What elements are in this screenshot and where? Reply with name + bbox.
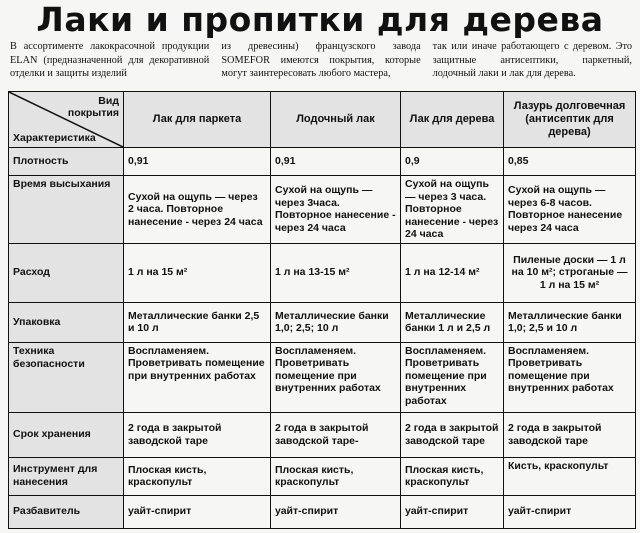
table-cell: уайт-спирит	[504, 495, 636, 528]
table-cell: 2 года в закрытой заводской таре	[504, 412, 636, 457]
intro-column-3: так или иначе работающего с деревом. Это защитные антисептики, паркетный, лодочный лаки и лак для дерева.	[432, 41, 632, 79]
table-row	[9, 495, 636, 528]
corner-column-caption	[68, 95, 119, 119]
table-row	[9, 176, 636, 244]
table-row	[9, 302, 636, 342]
corner-row-caption: Характеристика	[13, 132, 96, 144]
column-header: Лодочный лак	[271, 92, 401, 148]
corner-caption-line2: покрытия	[67, 107, 119, 119]
table-cell: 0,91	[124, 148, 271, 176]
table-cell: Плоская кисть, краскопульт	[271, 457, 401, 495]
table-cell: Сухой на ощупь — через 2 часа. Повторное нанесение - через 24 часа	[124, 176, 271, 244]
table-cell: Сухой на ощупь — через 6-8 часов. Повторное нанесение через 24 часа	[504, 176, 636, 244]
table-cell: Металлические банки 1,0; 2,5; 10 л	[271, 302, 401, 342]
row-label: Разбавитель	[9, 495, 124, 528]
table-cell: уайт-спирит	[401, 495, 504, 528]
row-label: Техника безопасности	[9, 342, 124, 412]
table-cell: 0,9	[401, 148, 504, 176]
table-cell: Сухой на ощупь — через 3 часа. Повторное нанесение - через 24 часа	[401, 176, 504, 244]
row-label: Плотность	[9, 148, 124, 176]
column-header: Лак для паркета	[124, 92, 271, 148]
row-label: Время высыхания	[9, 176, 124, 244]
corner-caption-line1: Вид	[98, 95, 119, 107]
table-cell: Кисть, краскопульт	[504, 457, 636, 495]
column-header: Лазурь долговечная (антисептик для дерева)	[504, 92, 636, 148]
column-header: Лак для дерева	[401, 92, 504, 148]
row-label: Срок хранения	[9, 412, 124, 457]
table-row	[9, 243, 636, 302]
table-cell: 2 года в закрытой заводской таре-	[271, 412, 401, 457]
row-label: Инструмент для нанесения	[9, 457, 124, 495]
row-label: Расход	[9, 243, 124, 302]
table-header-row	[9, 92, 636, 148]
table-cell: уайт-спирит	[271, 495, 401, 528]
table-cell: Металлические банки 2,5 и 10 л	[124, 302, 271, 342]
table-cell: Плоская кисть, краскопульт	[401, 457, 504, 495]
table-cell: Пиленые доски — 1 л на 10 м²; строганые — 1 л на 15 м²	[504, 243, 636, 302]
table-cell: 0,85	[504, 148, 636, 176]
table-cell: 1 л на 12-14 м²	[401, 243, 504, 302]
table-cell: уайт-спирит	[124, 495, 271, 528]
table-cell: Металлические банки 1 л и 2,5 л	[401, 302, 504, 342]
table-cell: Металлические банки 1,0; 2,5 и 10 л	[504, 302, 636, 342]
table-row	[9, 342, 636, 412]
intro-text	[10, 40, 632, 88]
table-row	[9, 457, 636, 495]
corner-cell	[9, 92, 124, 148]
table-cell: Плоская кисть, краскопульт	[124, 457, 271, 495]
table-cell: 1 л на 15 м²	[124, 243, 271, 302]
table-row	[9, 148, 636, 176]
table-cell: Воспламеняем. Проветривать помещение при внутренних работах	[124, 342, 271, 412]
table-cell: 2 года в закрытой заводской таре	[124, 412, 271, 457]
table-cell: 0,91	[271, 148, 401, 176]
table-row	[9, 412, 636, 457]
table-cell: Воспламеняем. Проветривать помещение при внутренних работах	[271, 342, 401, 412]
page-title: Лаки и пропитки для дерева	[36, 0, 604, 39]
intro-column-2: из древесины) французского завода SOMEFOR имеются покрытия, которые могут заинтересовать любого мастера,	[221, 41, 421, 79]
table-cell: Воспламеняем. Проветривать помещение при внутренних работах	[504, 342, 636, 412]
table-cell: Сухой на ощупь — через 3часа. Повторное нанесение - через 24 часа	[271, 176, 401, 244]
intro-column-1: В ассортименте лакокрасочной продукции ELAN (предназначенной для декоративной отделки и защиты изделий	[10, 41, 210, 79]
table-cell: 2 года в закрытой заводской таре	[401, 412, 504, 457]
table-cell: Воспламеняем. Проветривать помещение при внутренних работах	[401, 342, 504, 412]
row-label: Упаковка	[9, 302, 124, 342]
table-cell: 1 л на 13-15 м²	[271, 243, 401, 302]
comparison-table	[8, 91, 636, 529]
